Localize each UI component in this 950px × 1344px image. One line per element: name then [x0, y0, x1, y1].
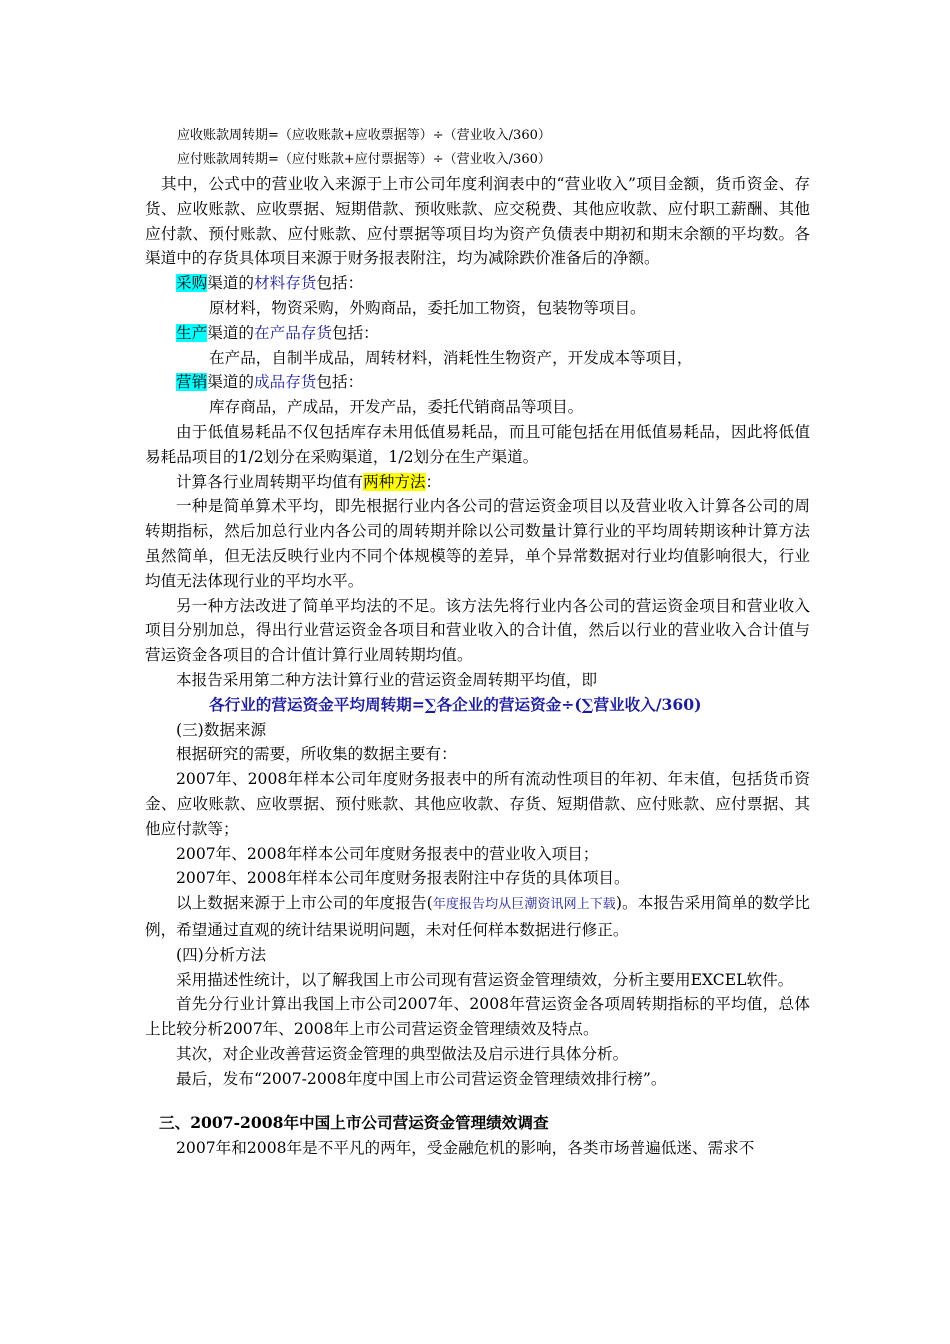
channel-tail: 包括：	[316, 373, 364, 392]
method-section-p2: 首先分行业计算出我国上市公司2007年、2008年营运资金各项周转期指标的平均值，总体上比较分析2007年、2008年上市公司营运资金管理绩效及特点。	[145, 995, 810, 1039]
data-source-origin-pre: 以上数据来源于上市公司的年度报告(	[176, 894, 433, 913]
method-two-paragraph: 另一种方法改进了简单平均法的不足。该方法先将行业内各公司的营运资金项目和营业收入项目分别加总，得出行业营运资金各项目和营业收入的合计值，然后以行业的营业收入合计值与营运资金各项目的合计值计算行业周转期均值。	[145, 596, 810, 665]
section-three-heading: 三、2007-2008年中国上市公司营运资金管理绩效调查	[159, 1113, 549, 1133]
channel-production-detail: 在产品，自制半成品，周转材料，消耗性生物资产，开发成本等项目，	[209, 348, 693, 367]
channel-tail: 包括：	[316, 274, 364, 293]
data-source-item-3: 2007年、2008年样本公司年度财务报表附注中存货的具体项目。	[176, 869, 630, 888]
methods-intro-pre: 计算各行业周转期平均值有	[176, 472, 364, 491]
channel-mid: 渠道的	[207, 323, 254, 342]
intro-paragraph: 其中，公式中的营业收入来源于上市公司年度利润表中的“营业收入”项目金额，货币资金、存货、应收账款、应收票据、短期借款、预收账款、应交税费、其他应收款、应付职工薪酬、其他应付款、预付账款、应付账款、应付票据等项目均为资产负债表中期初和期末余额的平均数。各渠道中的存货具体项目来源于财务报表附注，均为减除跌价准备后的净额。	[145, 175, 810, 268]
low-value-paragraph: 由于低值易耗品不仅包括库存未用低值易耗品，而且可能包括在用低值易耗品，因此将低值易耗品项目的1/2划分在采购渠道，1/2划分在生产渠道。	[145, 422, 810, 466]
method-one-paragraph: 一种是简单算术平均，即先根据行业内各公司的营运资金项目以及营业收入计算各公司的周转期指标，然后加总行业内各公司的周转期并除以公司数量计算行业的平均周转期该种计算方法虽然简单，但无法反映行业内不同个体规模等的差异，单个异常数据对行业均值影响很大，行业均值无法体现行业的平均水平。	[145, 497, 810, 590]
method-adopted-paragraph: 本报告采用第二种方法计算行业的营运资金周转期平均值，即	[176, 670, 598, 689]
methods-intro-highlight: 两种方法	[363, 472, 426, 491]
channel-marketing-detail: 库存商品，产成品，开发产品，委托代销商品等项目。	[209, 398, 584, 417]
method-section-heading: (四)分析方法	[176, 945, 267, 964]
data-source-item-1: 2007年、2008年样本公司年度财务报表中的所有流动性项目的年初、年末值，包括货币资金、应收账款、应收票据、预付账款、其他应收款、存货、短期借款、应付账款、应付票据、其他应付款等；	[145, 770, 810, 838]
methods-intro	[145, 470, 810, 495]
methods-intro-post: ：	[425, 472, 442, 491]
channel-mid: 渠道的	[207, 274, 254, 293]
channel-tail: 包括：	[331, 323, 379, 342]
channel-item: 成品存货	[254, 373, 317, 392]
main-formula: 各行业的营运资金平均周转期=∑各企业的营运资金÷(∑营业收入/360)	[209, 694, 702, 714]
data-source-heading: (三)数据来源	[176, 720, 267, 739]
formula-payable: 应付账款周转期=（应付账款+应付票据等）÷（营业收入/360）	[177, 152, 551, 167]
spacer	[145, 1091, 810, 1111]
method-section-p3: 其次，对企业改善营运资金管理的典型做法及启示进行具体分析。	[176, 1044, 629, 1063]
data-source-note: 年度报告均从巨潮资讯网上下载	[432, 897, 616, 913]
formula-receivable: 应收账款周转期=（应收账款+应收票据等）÷（营业收入/360）	[177, 128, 551, 143]
data-source-intro: 根据研究的需要，所收集的数据主要有：	[176, 745, 457, 764]
data-source-origin	[145, 891, 810, 943]
channel-name: 营销	[176, 373, 208, 392]
section-three-p1: 2007年和2008年是不平凡的两年，受金融危机的影响，各类市场普遍低迷、需求不	[176, 1139, 755, 1158]
channel-item: 在产品存货	[254, 323, 332, 342]
document-body	[145, 124, 810, 1161]
method-section-p1: 采用描述性统计，以了解我国上市公司现有营运资金管理绩效，分析主要用EXCEL软件。	[176, 970, 794, 989]
data-source-origin-post: )。本报告采用简单的数学比例，希望通过直观的统计结果说明问题，未对任何样本数据进行修正。	[145, 894, 810, 939]
channel-production	[145, 321, 810, 346]
data-source-item-2: 2007年、2008年样本公司年度财务报表中的营业收入项目；	[176, 844, 599, 863]
channel-procurement	[145, 271, 810, 296]
method-section-p4: 最后，发布“2007-2008年度中国上市公司营运资金管理绩效排行榜”。	[176, 1069, 667, 1088]
channel-name: 生产	[176, 323, 208, 342]
channel-mid: 渠道的	[207, 373, 254, 392]
channel-item: 材料存货	[254, 274, 317, 293]
channel-name: 采购	[176, 274, 208, 293]
channel-marketing	[145, 370, 810, 395]
channel-procurement-detail: 原材料，物资采购，外购商品，委托加工物资，包装物等项目。	[209, 298, 646, 317]
